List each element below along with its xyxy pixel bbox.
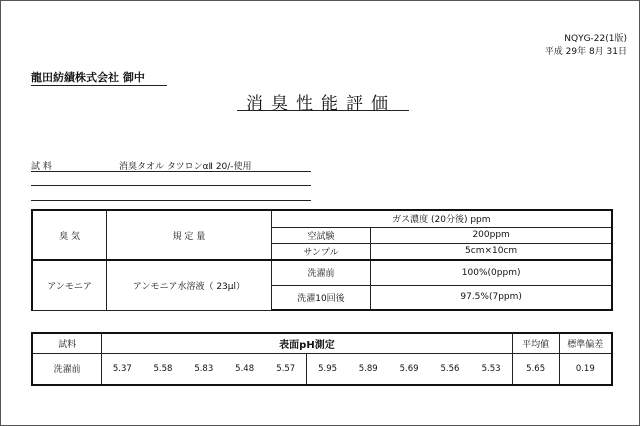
after-wash-label: 洗濯10回後 — [271, 285, 371, 310]
odor-name: アンモニア — [32, 260, 107, 310]
ph-value: 5.57 — [265, 353, 307, 385]
ph-col-title: 表面pH測定 — [102, 333, 513, 353]
document-date: 平成 29年 8月 31日 — [544, 47, 627, 57]
specimen-line-2 — [31, 185, 311, 186]
after-wash-value: 97.5%(7ppm) — [371, 285, 612, 310]
ph-col-specimen: 試料 — [32, 333, 102, 353]
before-wash-label: 洗濯前 — [271, 260, 371, 285]
odor-evaluation-table — [31, 209, 613, 311]
specimen-value: 消臭タオル タツロンαⅡ 20/-使用 — [119, 162, 252, 172]
ph-value: 5.48 — [224, 353, 265, 385]
ph-value: 5.95 — [307, 353, 348, 385]
addressee-underline — [31, 85, 167, 86]
ph-value: 5.83 — [183, 353, 224, 385]
table-row — [32, 353, 612, 385]
ph-value: 5.53 — [470, 353, 512, 385]
addressee: 龍田紡績株式会社 御中 — [31, 71, 145, 84]
ph-std-value: 0.19 — [559, 353, 612, 385]
ph-col-std: 標準偏差 — [559, 333, 612, 353]
ph-col-mean: 平均値 — [512, 333, 559, 353]
ph-value: 5.69 — [389, 353, 430, 385]
specimen-label: 試 料 — [31, 162, 52, 172]
ph-mean-value: 5.65 — [512, 353, 559, 385]
ph-measurement-table — [31, 332, 613, 386]
sample-value: 5cm×10cm — [371, 243, 612, 260]
ph-value: 5.58 — [143, 353, 184, 385]
table-row — [32, 333, 612, 353]
before-wash-value: 100%(0ppm) — [371, 260, 612, 285]
specimen-line-1 — [31, 171, 311, 172]
col-gas-header: ガス濃度 (20分後) ppm — [271, 210, 612, 227]
sample-label: サンプル — [271, 243, 371, 260]
ph-value: 5.56 — [430, 353, 471, 385]
blank-value: 200ppm — [371, 227, 612, 243]
specimen-line-3 — [31, 200, 311, 201]
table-row — [32, 260, 612, 285]
blank-label: 空試験 — [271, 227, 371, 243]
col-odor-header: 臭 気 — [32, 210, 107, 260]
ph-value: 5.37 — [102, 353, 143, 385]
col-standard-header: 規 定 量 — [107, 210, 271, 260]
title-underline — [237, 110, 409, 111]
page-title: 消臭性能評価 — [246, 94, 396, 114]
standard-value: アンモニア水溶液（ 23μl） — [107, 260, 271, 310]
document-number: NQYG-22(1版) — [564, 34, 627, 44]
ph-row-label: 洗濯前 — [32, 353, 102, 385]
table-row — [32, 210, 612, 227]
ph-value: 5.89 — [348, 353, 389, 385]
